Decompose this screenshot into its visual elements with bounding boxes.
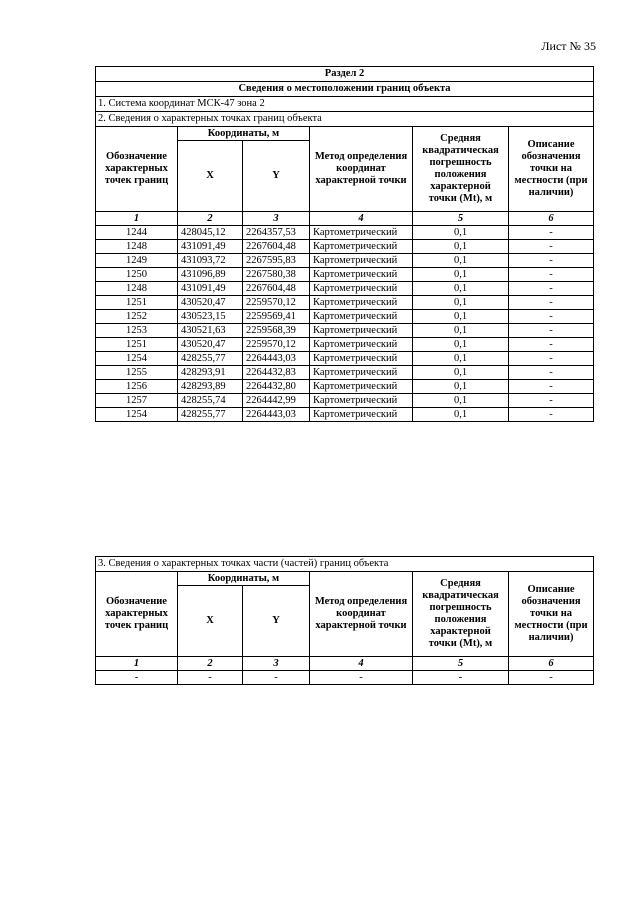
cell-y: 2264432,83 [243,366,310,380]
s3-col-num-6: 6 [509,657,594,671]
cell-x: 428293,91 [178,366,243,380]
cell-mt: 0,1 [413,254,509,268]
cell-y: 2267580,38 [243,268,310,282]
cell-mt: 0,1 [413,408,509,422]
cell-desc: - [509,296,594,310]
col-num-4: 4 [310,212,413,226]
cell-mt: 0,1 [413,380,509,394]
cell-y: 2264357,53 [243,226,310,240]
cell-n: 1251 [96,338,178,352]
s3-header-designation: Обозначение характерных точек границ [96,572,178,657]
cell-n: 1250 [96,268,178,282]
cell-x: 428255,77 [178,408,243,422]
col-num-6: 6 [509,212,594,226]
cell-y: 2259570,12 [243,296,310,310]
s3-header-coords: Координаты, м [178,572,310,586]
table-row [96,408,594,422]
cell-mt: 0,1 [413,296,509,310]
table-row [96,352,594,366]
cell-n: 1249 [96,254,178,268]
cell-y: 2259568,39 [243,324,310,338]
cell-x: 428255,77 [178,352,243,366]
cell-desc: - [509,366,594,380]
cell-x: 431093,72 [178,254,243,268]
cell-mt: 0,1 [413,240,509,254]
s3-col-num-2: 2 [178,657,243,671]
s3-col-num-3: 3 [243,657,310,671]
part-boundary-points-table [95,556,594,685]
s3-col-num-5: 5 [413,657,509,671]
cell-y: 2267595,83 [243,254,310,268]
cell-n: 1248 [96,282,178,296]
table-row [96,394,594,408]
table-row [96,282,594,296]
cell-x: 431096,89 [178,268,243,282]
cell-method: Картометрический [310,282,413,296]
s3-header-y: Y [243,586,310,657]
header-x: X [178,141,243,212]
cell-x: 430520,47 [178,296,243,310]
cell-desc: - [509,380,594,394]
cell-y: 2264443,03 [243,408,310,422]
points-heading: 2. Сведения о характерных точках границ объекта [96,112,594,127]
cell-desc: - [509,338,594,352]
table-row [96,380,594,394]
cell-mt: 0,1 [413,268,509,282]
cell-method: Картометрический [310,366,413,380]
cell-x: 431091,49 [178,282,243,296]
cell-desc: - [509,310,594,324]
cell-x: 428045,12 [178,226,243,240]
cell-method: Картометрический [310,310,413,324]
s3-cell: - [243,671,310,685]
cell-x: 430521,63 [178,324,243,338]
header-designation: Обозначение характерных точек границ [96,127,178,212]
cell-desc: - [509,408,594,422]
cell-y: 2267604,48 [243,240,310,254]
s3-col-num-1: 1 [96,657,178,671]
cell-y: 2259569,41 [243,310,310,324]
col-num-2: 2 [178,212,243,226]
cell-desc: - [509,352,594,366]
cell-x: 428293,89 [178,380,243,394]
cell-n: 1255 [96,366,178,380]
section-subtitle: Сведения о местоположении границ объекта [96,82,594,97]
table-row [96,338,594,352]
cell-x: 430520,47 [178,338,243,352]
cell-mt: 0,1 [413,352,509,366]
col-num-5: 5 [413,212,509,226]
cell-desc: - [509,240,594,254]
header-error: Средняя квадратическая погрешность положения характерной точки (Mt), м [413,127,509,212]
cell-desc: - [509,324,594,338]
cell-method: Картометрический [310,394,413,408]
cell-desc: - [509,394,594,408]
cell-method: Картометрический [310,254,413,268]
cell-desc: - [509,268,594,282]
header-method: Метод определения координат характерной точки [310,127,413,212]
section-title: Раздел 2 [96,67,594,82]
cell-mt: 0,1 [413,324,509,338]
cell-desc: - [509,226,594,240]
cell-mt: 0,1 [413,226,509,240]
cell-method: Картометрический [310,324,413,338]
cell-x: 428255,74 [178,394,243,408]
header-y: Y [243,141,310,212]
s3-header-error: Средняя квадратическая погрешность положения характерной точки (Mt), м [413,572,509,657]
cell-n: 1248 [96,240,178,254]
cell-n: 1252 [96,310,178,324]
cell-x: 430523,15 [178,310,243,324]
cell-desc: - [509,282,594,296]
cell-y: 2264442,99 [243,394,310,408]
s3-header-method: Метод определения координат характерной точки [310,572,413,657]
cell-n: 1254 [96,408,178,422]
s3-cell: - [178,671,243,685]
table-row [96,226,594,240]
table-row [96,324,594,338]
cell-y: 2259570,12 [243,338,310,352]
cell-n: 1257 [96,394,178,408]
table-row [96,310,594,324]
cell-y: 2267604,48 [243,282,310,296]
cell-method: Картометрический [310,380,413,394]
s3-header-x: X [178,586,243,657]
cell-method: Картометрический [310,226,413,240]
cell-method: Картометрический [310,240,413,254]
table-row [96,296,594,310]
section3-heading: 3. Сведения о характерных точках части (частей) границ объекта [96,557,594,572]
sheet-number: Лист № 35 [541,39,596,53]
cell-method: Картометрический [310,408,413,422]
cell-method: Картометрический [310,268,413,282]
cell-mt: 0,1 [413,338,509,352]
col-num-3: 3 [243,212,310,226]
cell-n: 1244 [96,226,178,240]
cell-mt: 0,1 [413,282,509,296]
header-description: Описание обозначения точки на местности (при наличии) [509,127,594,212]
cell-method: Картометрический [310,296,413,310]
cell-method: Картометрический [310,352,413,366]
table-row [96,240,594,254]
cell-n: 1253 [96,324,178,338]
table-row [96,268,594,282]
cell-method: Картометрический [310,338,413,352]
cell-x: 431091,49 [178,240,243,254]
cell-mt: 0,1 [413,394,509,408]
table-row [96,366,594,380]
col-num-1: 1 [96,212,178,226]
s3-cell: - [96,671,178,685]
boundary-points-table [95,66,594,422]
header-coords: Координаты, м [178,127,310,141]
cell-y: 2264443,03 [243,352,310,366]
coord-system: 1. Система координат МСК-47 зона 2 [96,97,594,112]
cell-n: 1251 [96,296,178,310]
s3-cell: - [310,671,413,685]
s3-cell: - [413,671,509,685]
s3-col-num-4: 4 [310,657,413,671]
cell-desc: - [509,254,594,268]
cell-mt: 0,1 [413,366,509,380]
cell-n: 1256 [96,380,178,394]
cell-n: 1254 [96,352,178,366]
cell-y: 2264432,80 [243,380,310,394]
s3-cell: - [509,671,594,685]
s3-header-description: Описание обозначения точки на местности (при наличии) [509,572,594,657]
cell-mt: 0,1 [413,310,509,324]
table-row [96,254,594,268]
